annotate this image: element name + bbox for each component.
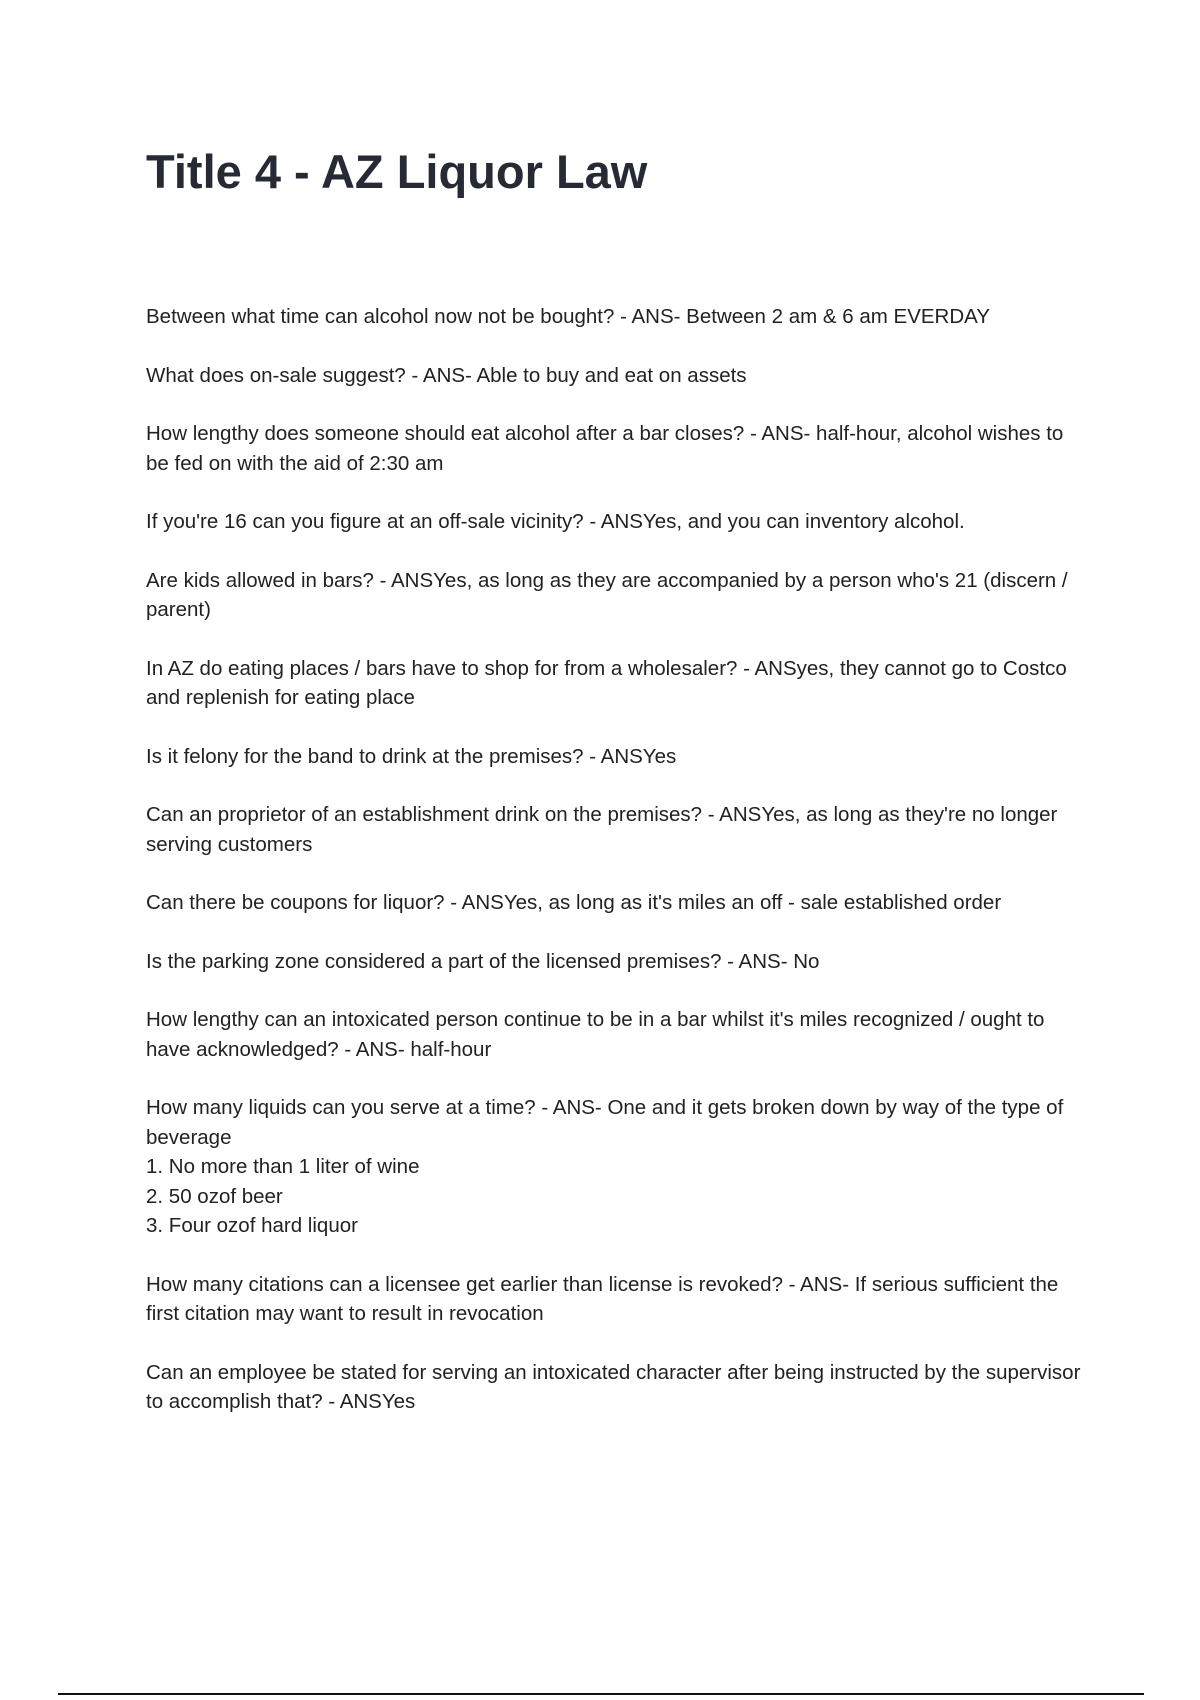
qa-item [146, 361, 1086, 391]
document-title: Title 4 - AZ Liquor Law [146, 145, 648, 198]
qa-item [146, 419, 1086, 478]
qa-list-line: 1. No more than 1 liter of wine [146, 1155, 420, 1178]
qa-item [146, 947, 1086, 977]
qa-item [146, 1093, 1086, 1241]
qa-text: Can an employee be stated for serving an intoxicated character after being instructed by the supervisor to accomplish that? - ANSYes [146, 1360, 1081, 1413]
qa-list-line: 2. 50 ozof beer [146, 1184, 283, 1208]
qa-item [146, 654, 1086, 713]
qa-text: Is it felony for the band to drink at the premises? - ANSYes [146, 744, 677, 768]
qa-list-line: 3. Four ozof hard liquor [146, 1214, 358, 1237]
qa-item [146, 742, 1086, 772]
qa-item [146, 566, 1086, 625]
qa-text: What does on-sale suggest? - ANS- Able to buy and eat on assets [146, 363, 747, 387]
qa-text: Is the parking zone considered a part of the licensed premises? - ANS- No [146, 949, 820, 973]
qa-item [146, 1005, 1086, 1064]
qa-text: Can there be coupons for liquor? - ANSYes, as long as it's miles an off - sale established order [146, 891, 1002, 914]
qa-item [146, 507, 1086, 537]
qa-text: How many liquids can you serve at a time? - ANS- One and it gets broken down by way of the type of beverage [146, 1096, 1064, 1149]
qa-text: Can an proprietor of an establishment drink on the premises? - ANSYes, as long as they're no longer serving customers [146, 803, 1058, 856]
qa-text: If you're 16 can you figure at an off-sale vicinity? - ANSYes, and you can inventory alcohol. [146, 510, 965, 533]
qa-list [146, 302, 1086, 1446]
qa-item [146, 1358, 1086, 1417]
footer-divider [58, 1693, 1144, 1695]
qa-text: How lengthy does someone should eat alcohol after a bar closes? - ANS- half-hour, alcohol wishes to be fed on with the aid of 2:30 am [146, 422, 1064, 475]
qa-text: Are kids allowed in bars? - ANSYes, as long as they are accompanied by a person who's 21 (discern / parent) [146, 568, 1068, 621]
qa-text: In AZ do eating places / bars have to shop for from a wholesaler? - ANSyes, they cannot go to Costco and replenish for eating place [146, 656, 1067, 709]
qa-text: How many citations can a licensee get earlier than license is revoked? - ANS- If serious sufficient the first citation may want to result in revocation [146, 1272, 1059, 1325]
qa-item [146, 302, 1086, 332]
qa-text: Between what time can alcohol now not be bought? - ANS- Between 2 am & 6 am EVERDAY [146, 305, 990, 328]
qa-item [146, 1270, 1086, 1329]
qa-item [146, 888, 1086, 918]
qa-text: How lengthy can an intoxicated person continue to be in a bar whilst it's miles recognized / ought to have acknowledged? - ANS- half-hour [146, 1008, 1045, 1061]
qa-item [146, 800, 1086, 859]
